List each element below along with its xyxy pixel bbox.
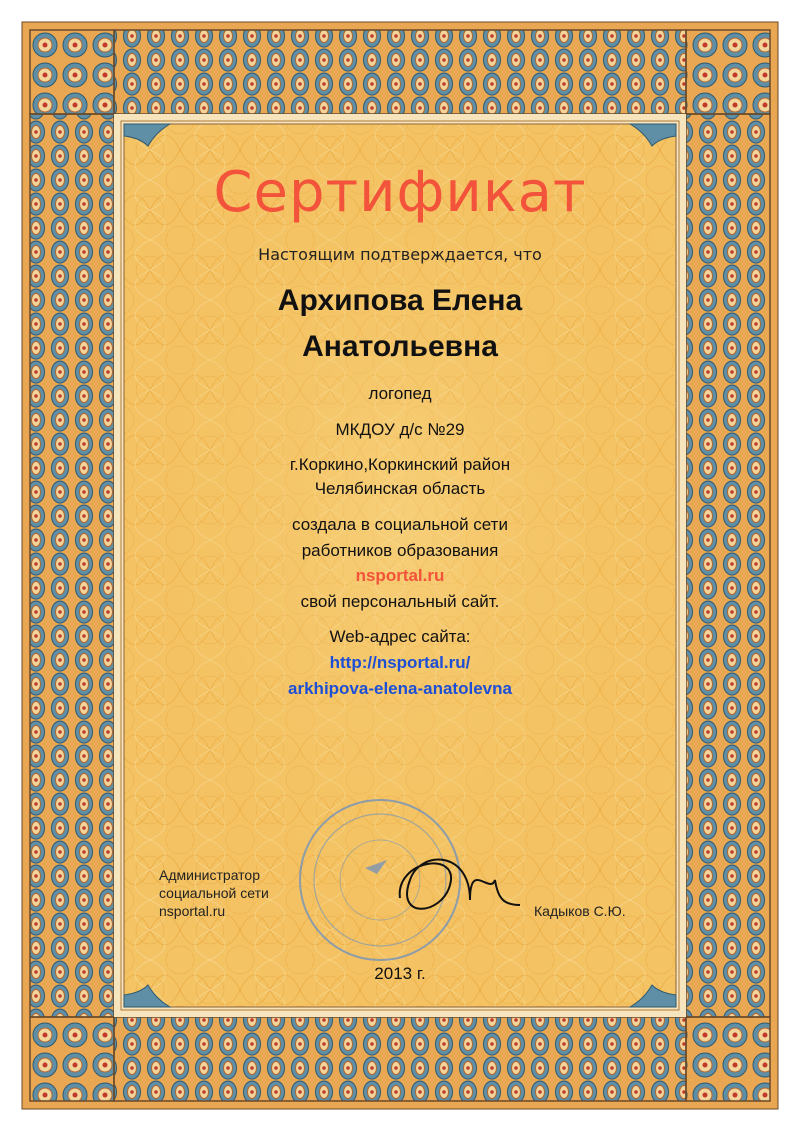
recipient-name-line1: Архипова Елена [277,284,523,317]
recipient-institution: МКДОУ д/с №29 [335,420,465,439]
certificate-title: Сертификат [213,160,587,225]
admin-line3: nsportal.ru [159,903,226,919]
recipient-region: Челябинская область [314,479,486,498]
body-text-line3: свой персональный сайт. [300,592,500,611]
recipient-city: г.Коркино,Коркинский район [289,455,511,474]
web-address-label: Web-адрес сайта: [329,627,471,646]
signer-name: Кадыков С.Ю. [534,903,626,919]
recipient-position: логопед [368,384,432,403]
site-url-line1[interactable]: http://nsportal.ru/ [329,653,471,672]
body-text-line2: работников образования [301,541,499,560]
site-name: nsportal.ru [355,566,445,585]
admin-line2: социальной сети [159,885,269,901]
recipient-name-line2: Анатольевна [302,330,498,363]
body-text-line1: создала в социальной сети [292,515,508,534]
certificate-year: 2013 г. [374,964,426,983]
administrator-block [159,866,269,920]
certificate-subtitle: Настоящим подтверждается, что [258,245,542,264]
site-url-line2[interactable]: arkhipova-elena-anatolevna [288,679,512,698]
admin-line1: Администратор [159,867,261,883]
